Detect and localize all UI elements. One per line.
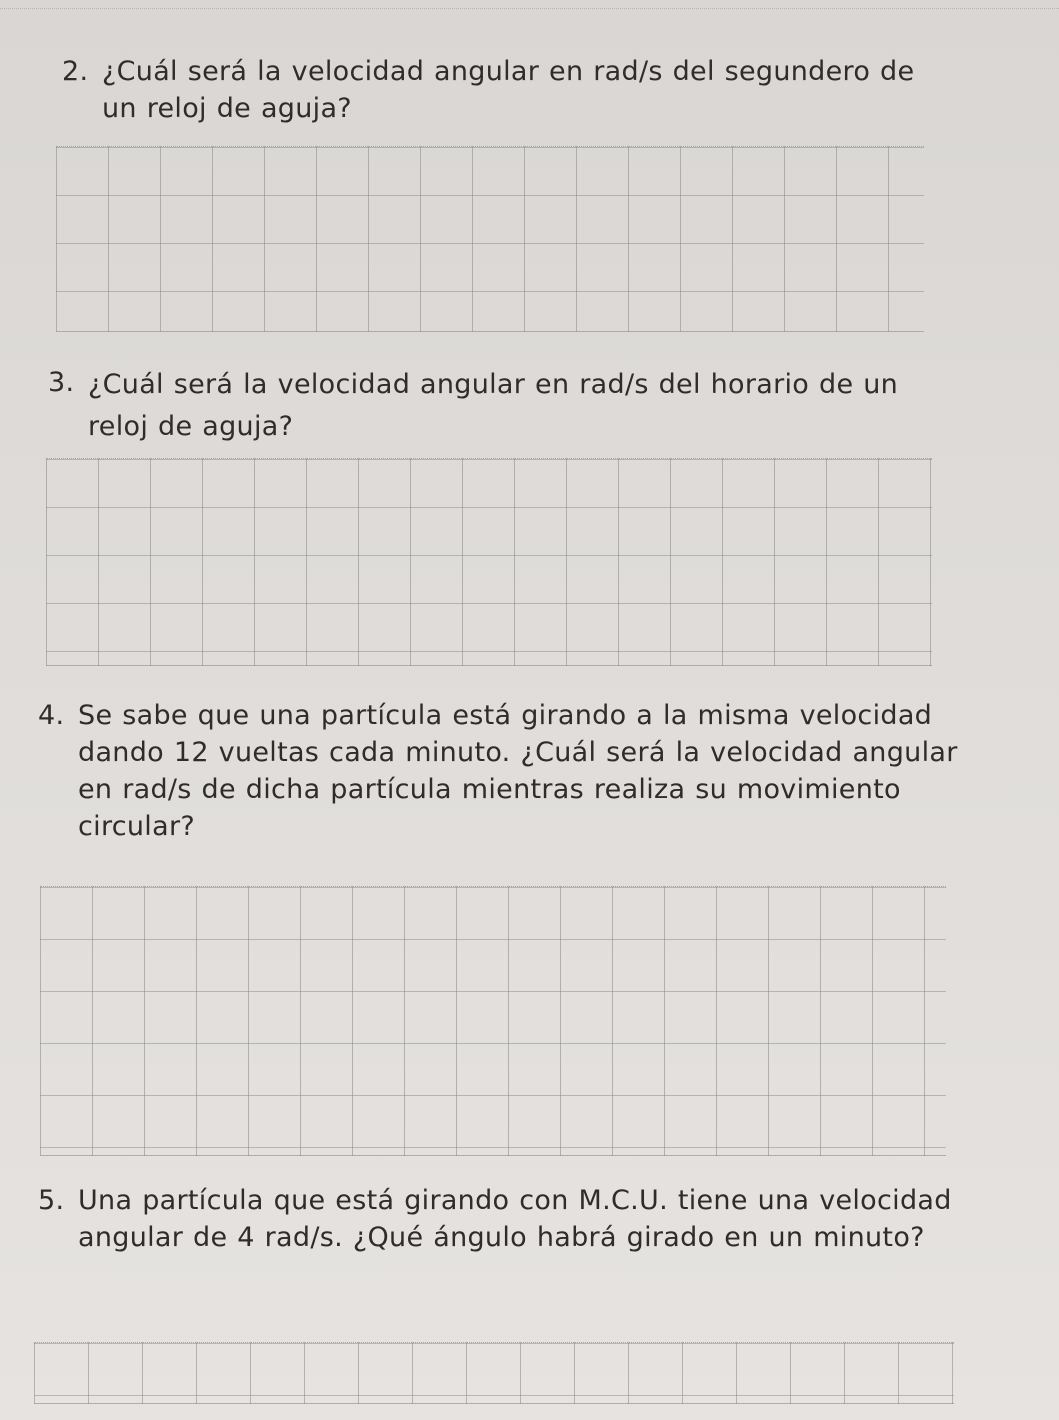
top-dotted-rule bbox=[0, 8, 1059, 9]
answer-grid-question-3 bbox=[46, 458, 932, 666]
answer-grid-question-4 bbox=[40, 886, 946, 1156]
question-3-number: 3. bbox=[48, 367, 75, 398]
question-2-number: 2. bbox=[62, 56, 89, 87]
question-4 bbox=[38, 697, 978, 845]
question-4-number: 4. bbox=[38, 700, 65, 731]
question-4-text: Se sabe que una partícula está girando a la misma velocidad dando 12 vueltas cada minuto. ¿Cuál será la velocidad angular en rad/s de dicha partícula mientras realiza su movimiento circular? bbox=[78, 700, 958, 842]
question-2-text: ¿Cuál será la velocidad angular en rad/s del segundero de un reloj de aguja? bbox=[102, 56, 915, 124]
question-3 bbox=[48, 364, 968, 448]
question-5 bbox=[38, 1182, 978, 1256]
question-5-number: 5. bbox=[38, 1185, 65, 1216]
question-3-text: ¿Cuál será la velocidad angular en rad/s del horario de un reloj de aguja? bbox=[88, 369, 899, 442]
answer-grid-question-5 bbox=[34, 1342, 954, 1404]
question-2 bbox=[62, 53, 952, 127]
answer-grid-question-2 bbox=[56, 146, 924, 332]
question-5-text: Una partícula que está girando con M.C.U. tiene una velocidad angular de 4 rad/s. ¿Qué ángulo habrá girado en un minuto? bbox=[78, 1185, 952, 1253]
